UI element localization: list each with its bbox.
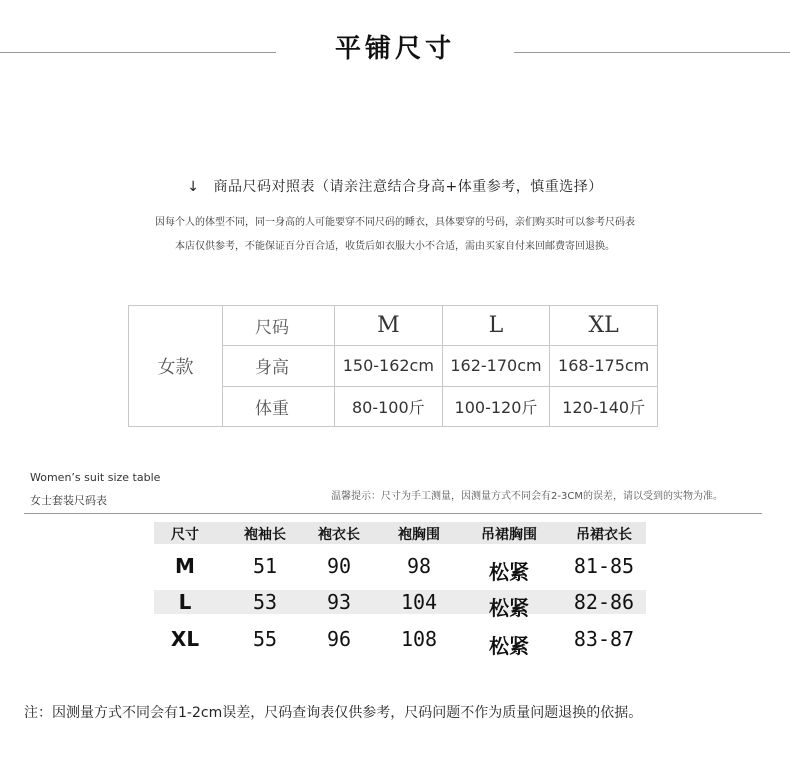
suit-table-row (154, 624, 646, 658)
header-cell: 袍胸围 (398, 527, 440, 543)
height-cell: 150-162cm (335, 346, 443, 386)
sleeve-length-cell: 53 (252, 590, 278, 614)
slip-chest-cell: 松紧 (489, 560, 529, 584)
header-cell: 吊裙胸围 (481, 527, 537, 543)
size-cell: L (178, 590, 192, 614)
sleeve-length-cell: 51 (252, 554, 278, 578)
slip-length-cell: 82-86 (573, 590, 635, 614)
suit-table-tip: 温馨提示：尺寸为手工测量，因测量方式不同会有2-3CM的误差，请以受到的实物为准。 (331, 491, 723, 502)
robe-length-cell: 90 (326, 554, 352, 578)
suit-table-row (154, 590, 646, 620)
size-chart-heading (0, 176, 790, 196)
height-cell: 168-175cm (550, 346, 658, 386)
down-arrow-icon: ↓ (187, 179, 200, 195)
robe-chest-cell: 104 (400, 590, 438, 614)
size-chart-heading-text: 商品尺码对照表（请亲注意结合身高+体重参考，慎重选择） (213, 179, 603, 195)
title-divider-right (514, 52, 790, 53)
size-cell: XL (550, 306, 658, 346)
size-reference-table (128, 305, 658, 427)
robe-length-cell: 96 (326, 627, 352, 651)
suit-table-title-en: Women’s suit size table (30, 471, 161, 484)
robe-chest-cell: 108 (400, 627, 438, 651)
gender-cell: 女款 (129, 306, 223, 427)
robe-length-cell: 93 (326, 590, 352, 614)
page-title: 平铺尺寸 (334, 34, 455, 64)
suit-table-row (154, 552, 646, 584)
weight-cell: 120-140斤 (550, 386, 658, 426)
row-label-weight: 体重 (223, 386, 335, 426)
suit-table-header (154, 522, 646, 544)
title-row (0, 28, 790, 68)
size-cell: M (175, 554, 195, 578)
row-label-height: 身高 (223, 346, 335, 386)
size-cell: M (335, 306, 443, 346)
weight-cell: 80-100斤 (335, 386, 443, 426)
size-note-line-2: 本店仅供参考，不能保证百分百合适，收货后如衣服大小不合适，需由买家自付来回邮费寄回退换。 (175, 241, 615, 252)
title-divider-left (0, 52, 276, 53)
size-cell: XL (170, 627, 200, 651)
suit-table-title-cn: 女士套装尺码表 (30, 494, 107, 507)
size-cell: L (442, 306, 550, 346)
size-row (129, 306, 658, 346)
weight-cell: 100-120斤 (442, 386, 550, 426)
row-label-size: 尺码 (223, 306, 335, 346)
header-cell: 吊裙衣长 (576, 527, 632, 543)
header-cell: 袍衣长 (318, 527, 360, 543)
height-cell: 162-170cm (442, 346, 550, 386)
suit-divider (24, 513, 762, 514)
slip-chest-cell: 松紧 (489, 596, 529, 620)
slip-chest-cell: 松紧 (489, 634, 529, 658)
size-note-line-1: 因每个人的体型不同，同一身高的人可能要穿不同尺码的睡衣，具体要穿的号码，亲们购买时可以参考尺码表 (155, 217, 635, 228)
slip-length-cell: 83-87 (573, 627, 635, 651)
measurement-footnote: 注：因测量方式不同会有1-2cm误差，尺码查询表仅供参考，尺码问题不作为质量问题退换的依据。 (24, 705, 643, 721)
sleeve-length-cell: 55 (252, 627, 278, 651)
robe-chest-cell: 98 (406, 554, 432, 578)
slip-length-cell: 81-85 (573, 554, 635, 578)
header-cell: 袍袖长 (244, 527, 286, 543)
header-cell: 尺寸 (171, 527, 199, 543)
